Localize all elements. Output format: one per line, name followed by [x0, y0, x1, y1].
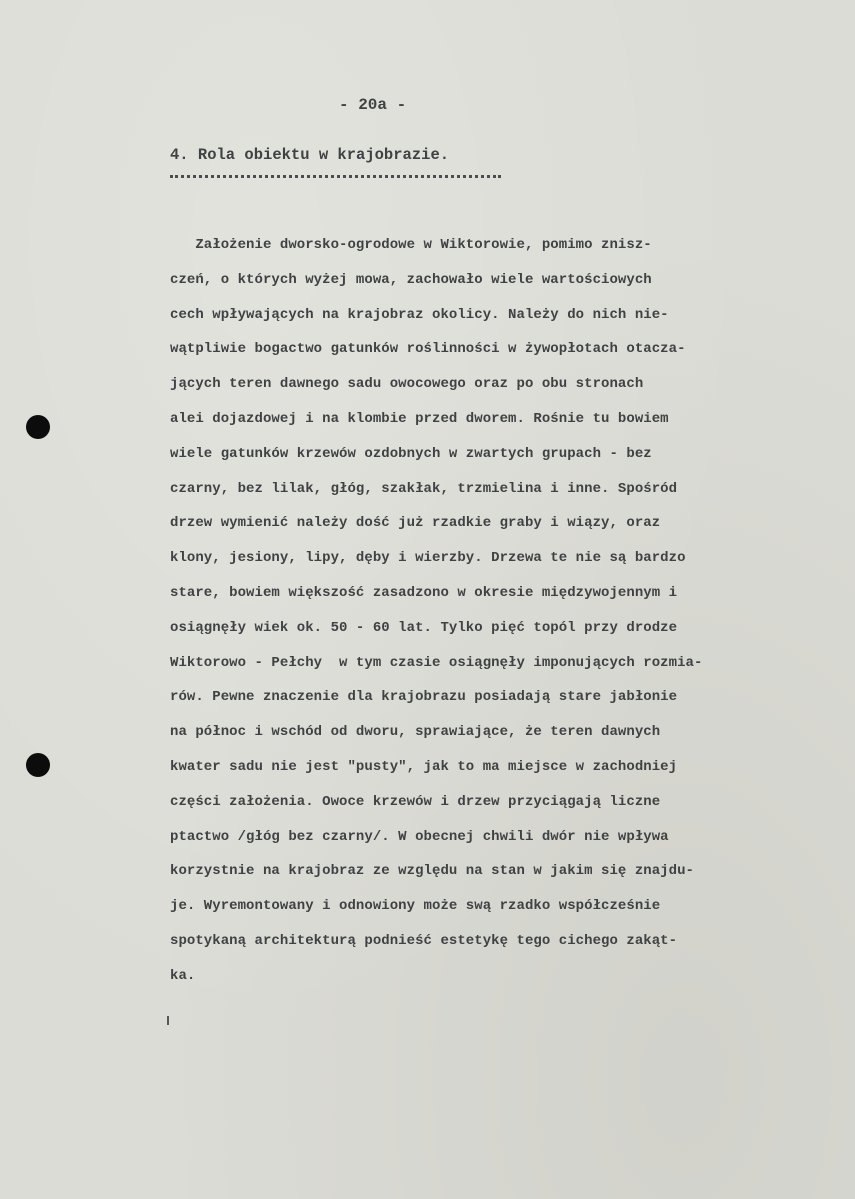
- section-heading: 4. Rola obiektu w krajobrazie.: [170, 146, 450, 164]
- text-line: je. Wyremontowany i odnowiony może swą rzadko współcześnie: [170, 898, 661, 915]
- text-line: osiągnęły wiek ok. 50 - 60 lat. Tylko pięć topól przy drodze: [170, 619, 678, 636]
- text-line: wiele gatunków krzewów ozdobnych w zwartych grupach - bez: [170, 445, 652, 462]
- text-line: jących teren dawnego sadu owocowego oraz po obu stronach: [170, 376, 644, 393]
- binder-punch-hole-lower: [26, 753, 50, 777]
- text-line: Wiktorowo - Pełchy w tym czasie osiągnęły imponujących rozmia-: [170, 654, 703, 671]
- text-line: korzystnie na krajobraz ze względu na stan w jakim się znajdu-: [170, 863, 694, 880]
- text-line: ptactwo /głóg bez czarny/. W obecnej chwili dwór nie wpływa: [170, 828, 669, 845]
- text-line: spotykaną architekturą podnieść estetykę tego cichego zakąt-: [170, 932, 678, 949]
- text-line: części założenia. Owoce krzewów i drzew przyciągają liczne: [170, 793, 661, 810]
- body-paragraph: [170, 228, 830, 994]
- heading-underline: [170, 175, 501, 178]
- text-line: rów. Pewne znaczenie dla krajobrazu posiadają stare jabłonie: [170, 689, 678, 706]
- text-line: stare, bowiem większość zasadzono w okresie międzywojennym i: [170, 584, 678, 601]
- page-number: - 20a -: [339, 96, 407, 114]
- text-line: czarny, bez lilak, głóg, szakłak, trzmielina i inne. Spośród: [170, 480, 678, 497]
- margin-tick-mark: [167, 1016, 169, 1025]
- text-line: cech wpływających na krajobraz okolicy. Należy do nich nie-: [170, 306, 669, 323]
- text-line: klony, jesiony, lipy, dęby i wierzby. Drzewa te nie są bardzo: [170, 550, 686, 567]
- text-line: Założenie dworsko-ogrodowe w Wiktorowie, pomimo znisz-: [170, 237, 652, 253]
- text-line: ka.: [170, 967, 196, 984]
- text-line: kwater sadu nie jest "pusty", jak to ma miejsce w zachodniej: [170, 758, 678, 775]
- text-line: drzew wymienić należy dość już rzadkie graby i wiązy, oraz: [170, 515, 661, 532]
- text-line: wątpliwie bogactwo gatunków roślinności w żywopłotach otacza-: [170, 341, 686, 358]
- text-line: alei dojazdowej i na klombie przed dworem. Rośnie tu bowiem: [170, 410, 669, 427]
- binder-punch-hole-upper: [26, 415, 50, 439]
- text-line: na północ i wschód od dworu, sprawiające, że teren dawnych: [170, 724, 661, 741]
- text-line: czeń, o których wyżej mowa, zachowało wiele wartościowych: [170, 271, 652, 288]
